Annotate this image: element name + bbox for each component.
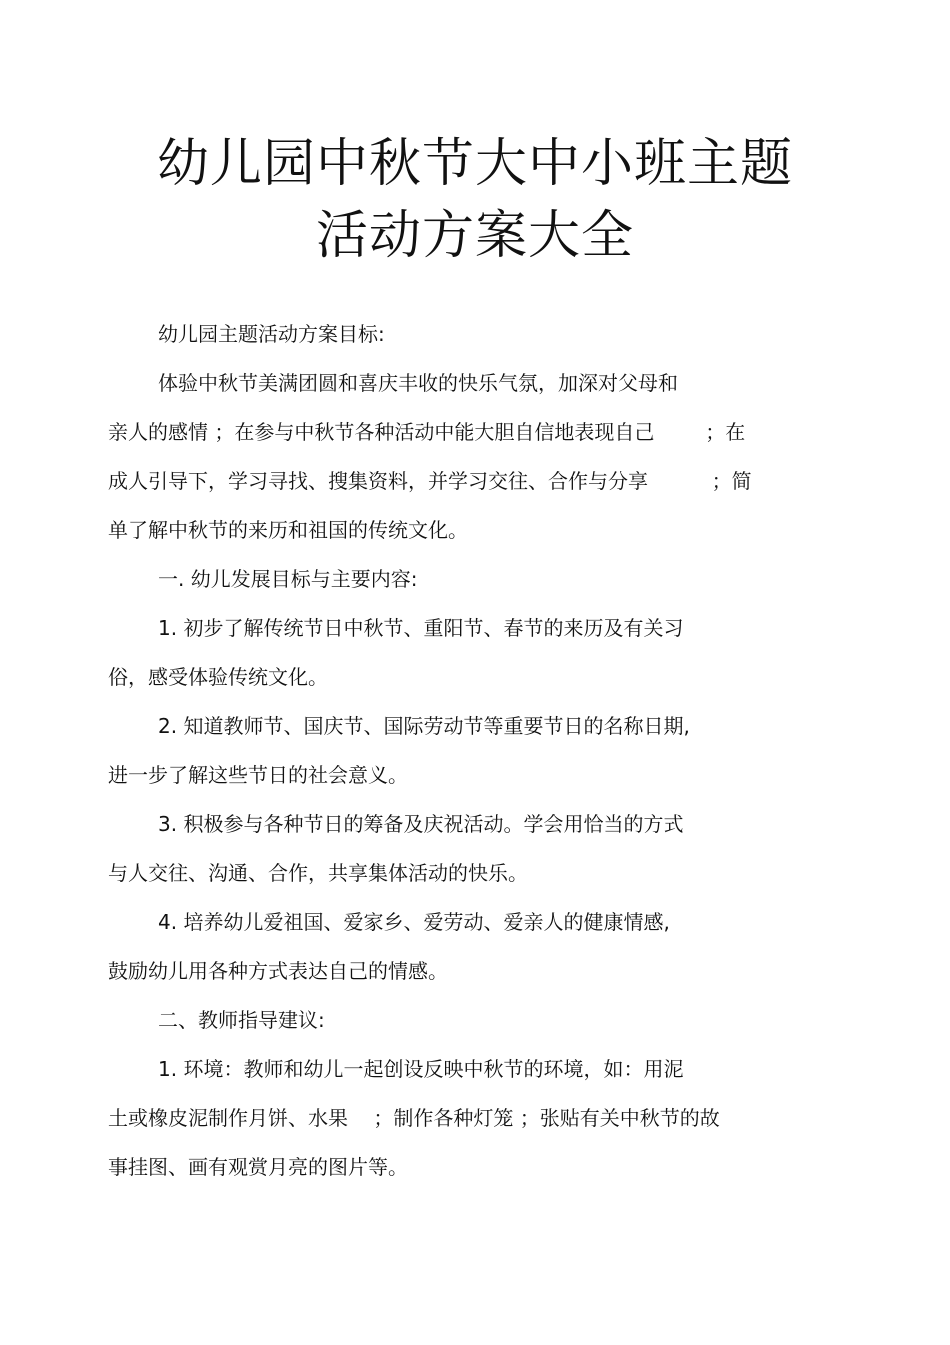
list-item-line: 与人交往、沟通、合作，共享集体活动的快乐。 (108, 861, 528, 885)
title-line-1: 幼儿园中秋节大中小班主题 (156, 134, 793, 194)
section-heading-1: 一. 幼儿发展目标与主要内容: (158, 567, 418, 591)
paragraph-line: 亲人的感情 ；在参与中秋节各种活动中能大胆自信地表现自己 ；在 (108, 420, 746, 444)
list-item-line: 土或橡皮泥制作月饼、水果 ；制作各种灯笼 ；张贴有关中秋节的故 (108, 1106, 720, 1130)
paragraph-line: 成人引导下，学习寻找、搜集资料，并学习交往、合作与分享 ；简 (108, 469, 752, 493)
list-item-line: 事挂图、画有观赏月亮的图片等。 (108, 1155, 408, 1179)
list-item-line: 进一步了解这些节日的社会意义。 (108, 763, 408, 787)
list-item-line: 俗，感受体验传统文化。 (108, 665, 328, 689)
section-heading-2: 二、教师指导建议: (158, 1008, 325, 1032)
list-item-line: 1. 初步了解传统节日中秋节、重阳节、春节的来历及有关习 (158, 616, 684, 640)
paragraph-line: 体验中秋节美满团圆和喜庆丰收的快乐气氛，加深对父母和 (158, 371, 678, 395)
list-item-line: 3. 积极参与各种节日的筹备及庆祝活动。学会用恰当的方式 (158, 812, 684, 836)
list-item-line: 4. 培养幼儿爱祖国、爱家乡、爱劳动、爱亲人的健康情感, (158, 910, 670, 934)
list-item-line: 鼓励幼儿用各种方式表达自己的情感。 (108, 959, 448, 983)
list-item-line: 2. 知道教师节、国庆节、国际劳动节等重要节日的名称日期, (158, 714, 690, 738)
document-body (108, 310, 838, 1192)
title-line-2: 活动方案大全 (315, 206, 634, 266)
paragraph-line: 单了解中秋节的来历和祖国的传统文化。 (108, 518, 468, 542)
document-title (0, 128, 950, 272)
heading-goals: 幼儿园主题活动方案目标: (158, 322, 385, 346)
list-item-line: 1. 环境：教师和幼儿一起创设反映中秋节的环境，如：用泥 (158, 1057, 684, 1081)
